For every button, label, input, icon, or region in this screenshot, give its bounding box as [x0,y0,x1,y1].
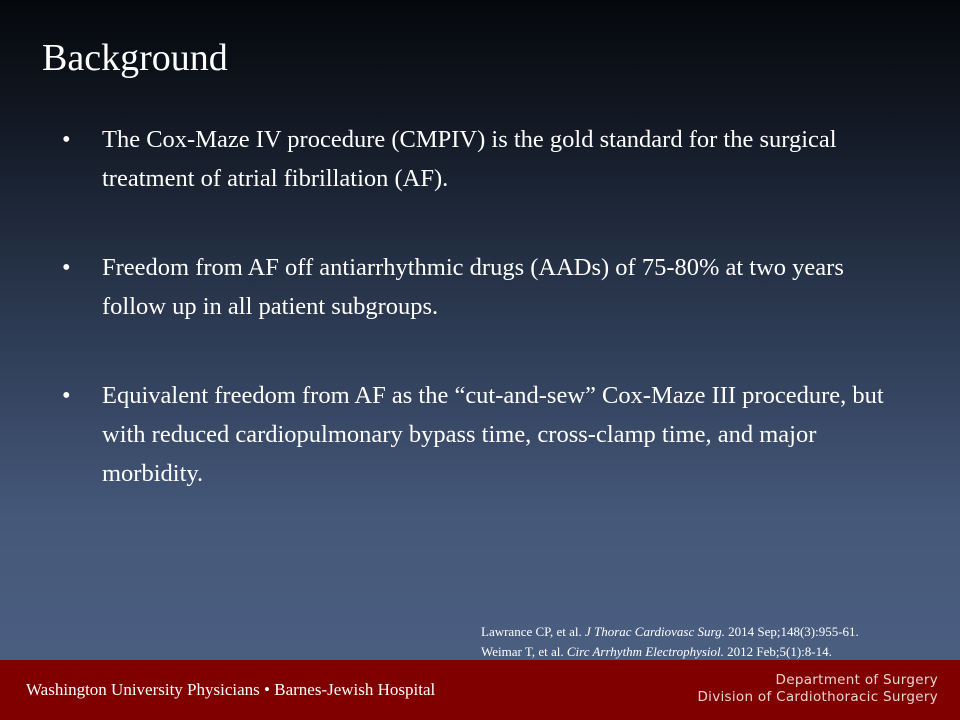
slide-title: Background [42,37,228,79]
reference-journal: J Thorac Cardiovasc Surg. [584,624,725,639]
footer-division: Division of Cardiothoracic Surgery [697,689,938,705]
reference-authors: Lawrance CP, et al. [481,624,582,639]
reference-citation: 2014 Sep;148(3):955-61. [728,624,859,639]
bullet-text: Equivalent freedom from AF as the “cut-and-sew” Cox-Maze III procedure, but with reduced cardiopulmonary bypass time, cross-clamp time, and major morbidity. [102,382,884,487]
bullet-marker: • [62,382,71,409]
bullet-text: The Cox-Maze IV procedure (CMPIV) is the gold standard for the surgical treatment of atrial fibrillation (AF). [102,126,837,192]
reference-item [481,642,859,662]
references [481,622,859,662]
bullet-text: Freedom from AF off antiarrhythmic drugs (AADs) of 75-80% at two years follow up in all patient subgroups. [102,254,844,320]
bullet-item [62,376,902,493]
bullet-marker: • [62,254,71,281]
bullet-item [62,248,902,326]
reference-item [481,622,859,642]
bullet-item [62,120,902,198]
bullet-list [62,120,902,543]
reference-citation: 2012 Feb;5(1):8-14. [727,644,832,659]
reference-journal: Circ Arrhythm Electrophysiol. [566,644,724,659]
bullet-marker: • [62,126,71,153]
footer-department-block [697,672,938,706]
footer-institution: Washington University Physicians • Barnes-Jewish Hospital [26,680,436,699]
footer-department: Department of Surgery [775,672,938,688]
footer-bar [0,660,960,720]
reference-authors: Weimar T, et al. [481,644,564,659]
